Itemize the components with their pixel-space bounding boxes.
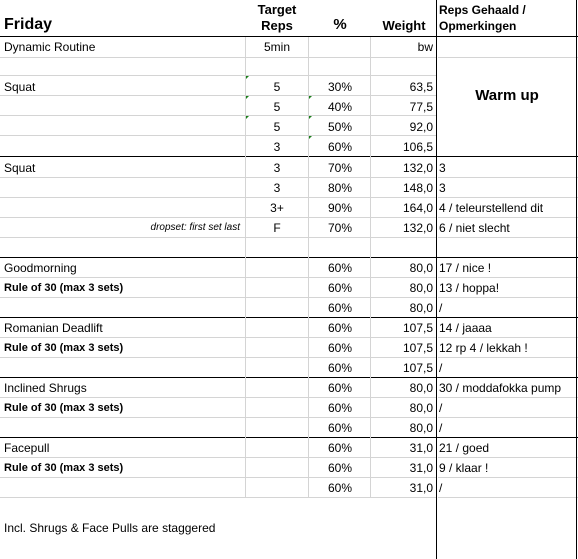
weight-cell[interactable]: 132,0 [402, 221, 433, 235]
section-border [0, 257, 578, 258]
column-gridline [245, 37, 246, 497]
row-gridline [0, 497, 437, 498]
header-reps-done[interactable]: Reps Gehaald / Opmerkingen [439, 3, 526, 33]
weight-cell[interactable]: 80,0 [409, 281, 433, 295]
header-target-reps[interactable]: Target Reps [257, 2, 297, 33]
row-gridline [0, 57, 437, 58]
exercise-cell[interactable]: Romanian Deadlift [4, 321, 103, 335]
row-gridline [438, 357, 578, 358]
percent-cell[interactable]: 60% [327, 361, 353, 375]
header-day[interactable]: Friday [4, 16, 53, 33]
percent-cell[interactable]: 50% [327, 120, 353, 134]
target-reps-cell[interactable]: 5 [273, 80, 281, 94]
reps-note-cell[interactable]: 6 / niet slecht [439, 221, 510, 235]
column-border [436, 0, 437, 559]
row-gridline [0, 277, 437, 278]
target-reps-cell[interactable]: 3+ [270, 201, 284, 215]
reps-note-cell[interactable]: 3 [439, 161, 446, 175]
weight-cell[interactable]: 80,0 [409, 401, 433, 415]
weight-cell[interactable]: 164,0 [402, 201, 433, 215]
row-gridline [0, 95, 437, 96]
reps-note-cell[interactable]: / [439, 301, 443, 315]
exercise-cell[interactable]: Rule of 30 (max 3 sets) [4, 282, 124, 294]
section-border [0, 36, 578, 37]
row-gridline [0, 337, 437, 338]
reps-note-cell[interactable]: 12 rp 4 / lekkah ! [439, 341, 528, 355]
column-gridline [308, 37, 309, 497]
weight-cell[interactable]: 80,0 [409, 381, 433, 395]
section-border [0, 437, 578, 438]
weight-cell[interactable]: 31,0 [409, 481, 433, 495]
target-reps-cell[interactable]: 3 [273, 161, 281, 175]
section-border [0, 377, 578, 378]
exercise-cell[interactable]: Goodmorning [4, 261, 77, 275]
target-reps-cell[interactable] [246, 318, 308, 338]
row-gridline [0, 417, 437, 418]
weight-cell[interactable]: bw [417, 40, 433, 54]
row-gridline [0, 297, 437, 298]
exercise-cell[interactable]: Squat [4, 161, 36, 175]
weight-cell[interactable]: 63,5 [409, 80, 433, 94]
exercise-cell[interactable]: Facepull [4, 441, 50, 455]
percent-cell[interactable]: 60% [327, 461, 353, 475]
row-gridline [438, 497, 578, 498]
weight-cell[interactable]: 107,5 [402, 341, 433, 355]
warmup-label[interactable]: Warm up [475, 87, 539, 104]
reps-note-cell[interactable]: 21 / goed [439, 441, 490, 455]
weight-cell[interactable]: 132,0 [402, 161, 433, 175]
reps-note-cell[interactable]: / [439, 421, 443, 435]
target-reps-cell[interactable] [246, 398, 308, 418]
weight-cell[interactable]: 107,5 [402, 361, 433, 375]
weight-cell[interactable]: 31,0 [409, 441, 433, 455]
percent-cell[interactable]: 60% [327, 341, 353, 355]
percent-cell[interactable]: 70% [327, 161, 353, 175]
weight-cell[interactable]: 31,0 [409, 461, 433, 475]
row-gridline [438, 397, 578, 398]
row-gridline [438, 197, 578, 198]
target-reps-cell[interactable]: 5 [273, 120, 281, 134]
column-border [576, 0, 577, 559]
row-gridline [438, 297, 578, 298]
row-gridline [0, 177, 437, 178]
percent-cell[interactable]: 60% [327, 301, 353, 315]
percent-cell[interactable]: 60% [327, 481, 353, 495]
percent-cell[interactable]: 60% [327, 441, 353, 455]
target-reps-cell[interactable]: F [273, 221, 281, 235]
column-gridline [370, 37, 371, 497]
percent-cell[interactable]: 80% [327, 181, 353, 195]
reps-note-cell[interactable]: 30 / moddafokka pump [439, 381, 562, 395]
weight-cell[interactable]: 80,0 [409, 421, 433, 435]
percent-cell[interactable]: 60% [327, 140, 353, 154]
reps-note-cell[interactable]: / [439, 401, 443, 415]
row-gridline [438, 237, 578, 238]
percent-cell[interactable]: 60% [327, 281, 353, 295]
percent-cell[interactable]: 30% [327, 80, 353, 94]
exercise-cell[interactable]: Rule of 30 (max 3 sets) [4, 342, 124, 354]
target-reps-cell[interactable] [246, 418, 308, 438]
row-gridline [0, 457, 437, 458]
reps-note-cell[interactable]: 14 / jaaaa [439, 321, 492, 335]
row-gridline [438, 177, 578, 178]
target-reps-cell[interactable]: 5 [273, 100, 281, 114]
row-gridline [0, 115, 437, 116]
row-gridline [0, 75, 437, 76]
target-reps-cell[interactable] [246, 458, 308, 478]
reps-note-cell[interactable]: / [439, 361, 443, 375]
row-gridline [438, 57, 578, 58]
target-reps-cell[interactable] [246, 358, 308, 378]
reps-note-cell[interactable]: 4 / teleurstellend dit [439, 201, 544, 215]
exercise-cell[interactable]: Dynamic Routine [4, 40, 96, 54]
row-gridline [438, 277, 578, 278]
percent-cell[interactable]: 60% [327, 261, 353, 275]
row-gridline [0, 477, 437, 478]
weight-cell[interactable]: 148,0 [402, 181, 433, 195]
row-gridline [438, 477, 578, 478]
target-reps-cell[interactable] [246, 378, 308, 398]
row-gridline [0, 135, 437, 136]
reps-note-cell[interactable]: / [439, 481, 443, 495]
weight-cell[interactable]: 107,5 [402, 321, 433, 335]
target-reps-cell[interactable] [246, 478, 308, 498]
exercise-cell[interactable]: dropset: first set last [150, 222, 240, 233]
row-gridline [0, 397, 437, 398]
percent-cell[interactable]: 90% [327, 201, 353, 215]
footer-note[interactable]: Incl. Shrugs & Face Pulls are staggered [4, 521, 216, 535]
target-reps-cell[interactable] [246, 338, 308, 358]
weight-cell[interactable]: 80,0 [409, 301, 433, 315]
target-reps-cell[interactable]: 5min [263, 40, 290, 54]
percent-cell[interactable]: 60% [327, 421, 353, 435]
row-gridline [438, 217, 578, 218]
weight-cell[interactable]: 92,0 [409, 120, 433, 134]
header-weight[interactable]: Weight [382, 18, 426, 33]
percent-cell[interactable]: 60% [327, 381, 353, 395]
percent-cell[interactable]: 70% [327, 221, 353, 235]
row-gridline [0, 237, 437, 238]
target-reps-cell[interactable]: 3 [273, 140, 281, 154]
weight-cell[interactable]: 77,5 [409, 100, 433, 114]
row-gridline [438, 417, 578, 418]
exercise-cell[interactable]: Inclined Shrugs [4, 381, 87, 395]
weight-cell[interactable]: 106,5 [402, 140, 433, 154]
target-reps-cell[interactable] [246, 298, 308, 318]
header-percent[interactable]: % [333, 16, 347, 33]
exercise-cell[interactable]: Squat [4, 80, 36, 94]
weight-cell[interactable]: 80,0 [409, 261, 433, 275]
reps-note-cell[interactable]: 3 [439, 181, 446, 195]
target-reps-cell[interactable] [246, 438, 308, 458]
percent-cell[interactable]: 60% [327, 321, 353, 335]
exercise-cell[interactable]: Rule of 30 (max 3 sets) [4, 462, 124, 474]
row-gridline [438, 457, 578, 458]
percent-cell[interactable]: 60% [327, 401, 353, 415]
reps-note-cell[interactable]: 9 / klaar ! [439, 461, 489, 475]
percent-cell[interactable] [309, 37, 371, 57]
target-reps-cell[interactable]: 3 [273, 181, 281, 195]
row-gridline [0, 197, 437, 198]
reps-note-cell[interactable]: 13 / hoppa! [439, 281, 500, 295]
row-gridline [0, 357, 437, 358]
section-border [0, 156, 578, 157]
row-gridline [438, 337, 578, 338]
row-gridline [0, 217, 437, 218]
exercise-cell[interactable]: Rule of 30 (max 3 sets) [4, 402, 124, 414]
section-border [0, 317, 578, 318]
target-reps-cell[interactable] [246, 258, 308, 278]
percent-cell[interactable]: 40% [327, 100, 353, 114]
reps-note-cell[interactable]: 17 / nice ! [439, 261, 492, 275]
target-reps-cell[interactable] [246, 278, 308, 298]
